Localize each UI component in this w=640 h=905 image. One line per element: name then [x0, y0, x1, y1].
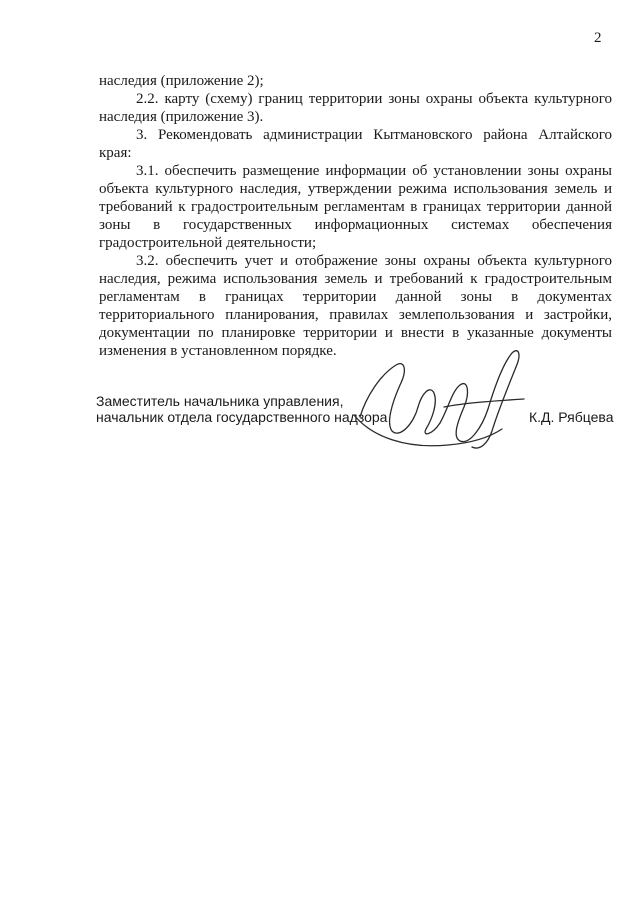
document-body: [99, 72, 612, 360]
paragraph-item-3-1: 3.1. обеспечить размещение информации об установлении зоны охраны объекта культурного наследия, утверждении режима использования земель и требований к градостроительным регламентам в границах территории данной зоны в государственных информационных системах обеспечения градостроительной деятельности;: [99, 163, 612, 251]
position-line-1: Заместитель начальника управления,: [96, 393, 344, 409]
signer-name: К.Д. Рябцева: [529, 409, 614, 425]
page-number: 2: [594, 30, 602, 46]
paragraph-item-3: 3. Рекомендовать администрации Кытмановского района Алтайского края:: [99, 127, 612, 161]
handwritten-signature: [352, 345, 532, 455]
paragraph-item-3-2: 3.2. обеспечить учет и отображение зоны охраны объекта культурного наследия, режима использования земель и требований к градостроительным регламентам в границах территории данной зоны в документах территориального планирования, правилах землепользования и застройки, документации по планировке территории и внести в указанные документы изменения в установленном порядке.: [99, 253, 612, 359]
paragraph-item-2-2: 2.2. карту (схему) границ территории зоны охраны объекта культурного наследия (приложение 3).: [99, 91, 612, 125]
position-line-2: начальник отдела государственного надзора: [96, 409, 388, 425]
paragraph-continuation: наследия (приложение 2);: [99, 73, 264, 89]
